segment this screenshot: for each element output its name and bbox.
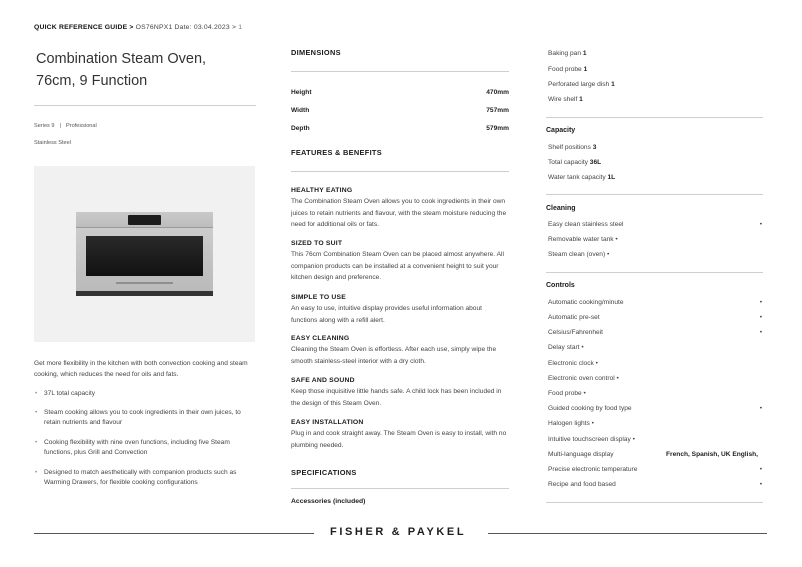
spec-row: Electronic oven control •	[548, 375, 619, 382]
dimension-value: 470mm	[486, 89, 509, 96]
oven-illustration	[76, 212, 213, 296]
spec-value: 1	[611, 81, 615, 88]
spec-bullet: •	[759, 314, 762, 321]
spec-label: Baking pan	[548, 50, 581, 57]
breadcrumb	[34, 24, 242, 31]
capacity-heading: Capacity	[546, 127, 576, 134]
spec-row	[548, 481, 762, 488]
feature-text: The Combination Steam Oven allows you to cook ingredients in their own juices to retain nutrients and flavour, with the steam moisture reducing the need for additional oils or fats.	[291, 198, 507, 229]
feature-block	[291, 419, 509, 451]
feature-text: An easy to use, intuitive display provides useful information about functions along with a refill alert.	[291, 305, 482, 324]
spec-label: Easy clean stainless steel	[548, 221, 624, 228]
spec-value: French, Spanish, UK English,	[666, 451, 758, 458]
spec-label: Guided cooking by food type	[548, 405, 632, 412]
breadcrumb-page: 1	[238, 24, 243, 31]
dimension-row	[291, 107, 509, 114]
spec-row	[548, 66, 762, 73]
spec-bullet: •	[759, 405, 762, 412]
feature-text: This 76cm Combination Steam Oven can be placed almost anywhere. All companion products can be installed at a convenient height to suit your kitchen design and preference.	[291, 251, 504, 282]
product-image	[34, 166, 255, 342]
spec-value: 1	[583, 66, 588, 73]
spec-row	[548, 174, 762, 181]
spec-row	[548, 314, 762, 321]
controls-heading: Controls	[546, 282, 575, 289]
feature-text: Plug in and cook straight away. The Steam Oven is easy to install, with no plumbing needed.	[291, 430, 507, 449]
product-title-line2: 76cm, 9 Function	[36, 73, 148, 89]
spec-row: Delay start •	[548, 344, 584, 351]
spec-row	[548, 81, 762, 88]
spec-label: Water tank capacity	[548, 174, 606, 181]
product-intro: Get more flexibility in the kitchen with both convection cooking and steam cooking, which reduces the need for oils and fats.	[34, 360, 248, 378]
benefit-item: • 37L total capacity	[34, 389, 256, 399]
benefit-item: • Designed to match aesthetically with companion products such as Warming Drawers, for flexible cooking configurations	[34, 468, 256, 488]
divider	[291, 171, 509, 172]
spec-bullet: •	[759, 221, 762, 228]
spec-label: Precise electronic temperature	[548, 466, 638, 473]
spec-label: Shelf positions	[548, 144, 591, 151]
spec-row: Steam clean (oven) •	[548, 251, 610, 258]
dimension-row	[291, 125, 509, 132]
dimension-label: Height	[291, 89, 312, 96]
spec-bullet: •	[759, 329, 762, 336]
dimension-value: 757mm	[486, 107, 509, 114]
divider	[34, 105, 256, 106]
feature-block	[291, 294, 509, 326]
spec-row	[548, 329, 762, 336]
spec-row	[548, 159, 762, 166]
spec-value: 36L	[589, 159, 602, 166]
spec-label: Celsius/Fahrenheit	[548, 329, 603, 336]
product-category: Professional	[65, 123, 97, 129]
breadcrumb-model-date: OS76NPX1 Date: 03.04.2023 >	[133, 24, 239, 31]
divider	[291, 488, 509, 489]
spec-bullet: •	[759, 299, 762, 306]
product-title-line1: Combination Steam Oven,	[36, 51, 207, 67]
footer	[34, 526, 767, 542]
feature-text: Keep those inquisitive little hands safe. A child lock has been included in the design of this Steam Oven.	[291, 388, 502, 407]
divider	[546, 194, 763, 195]
divider	[546, 117, 763, 118]
spec-row: Electronic clock •	[548, 360, 598, 367]
spec-row	[548, 221, 762, 228]
benefit-item: • Cooking flexibility with nine oven functions, including five Steam functions, plus Grill and Convection	[34, 438, 256, 458]
feature-text: Cleaning the Steam Oven is effortless. After each use, simply wipe the smooth stainless-steel interior with a dry cloth.	[291, 346, 497, 365]
spec-label: Automatic cooking/minute	[548, 299, 624, 306]
spec-row	[548, 451, 762, 458]
feature-block	[291, 377, 509, 409]
specifications-heading: SPECIFICATIONS	[291, 468, 357, 477]
feature-title: SIMPLE TO USE	[291, 294, 346, 301]
feature-block	[291, 240, 509, 284]
spec-value: 1	[582, 50, 587, 57]
spec-value: 1L	[607, 174, 616, 181]
divider	[291, 71, 509, 72]
breadcrumb-guide: QUICK REFERENCE GUIDE >	[34, 24, 134, 31]
spec-label: Wire shelf	[548, 96, 578, 103]
dimensions-heading: DIMENSIONS	[291, 48, 341, 57]
spec-row: Food probe •	[548, 390, 586, 397]
product-finish: Stainless Steel	[34, 140, 72, 146]
spec-row	[548, 144, 762, 151]
spec-row	[548, 96, 762, 103]
product-series: Series 9	[34, 123, 55, 129]
spec-label: Food probe	[548, 66, 582, 73]
spec-label: Recipe and food based	[548, 481, 616, 488]
dimension-row	[291, 89, 509, 96]
spec-bullet: •	[759, 481, 762, 488]
accessories-heading: Accessories (included)	[291, 498, 366, 505]
product-series-line: Series 9 | Professional	[34, 123, 97, 129]
feature-block	[291, 187, 509, 231]
feature-title: EASY INSTALLATION	[291, 419, 364, 426]
product-title	[34, 48, 256, 92]
spec-value: 1	[579, 96, 583, 103]
divider	[546, 272, 763, 273]
dimension-value: 579mm	[486, 125, 509, 132]
spec-label: Total capacity	[548, 159, 588, 166]
benefit-list	[34, 389, 256, 488]
spec-value: 3	[592, 144, 597, 151]
footer-rule-left	[34, 533, 314, 534]
dimension-label: Depth	[291, 125, 310, 132]
spec-label: Multi-language display	[548, 451, 614, 458]
features-heading: FEATURES & BENEFITS	[291, 148, 382, 157]
spec-label: Automatic pre-set	[548, 314, 600, 321]
feature-title: SAFE AND SOUND	[291, 377, 355, 384]
product-column	[34, 48, 256, 146]
spec-row: Halogen lights •	[548, 420, 594, 427]
feature-title: EASY CLEANING	[291, 335, 350, 342]
spec-row: Intuitive touchscreen display •	[548, 436, 635, 443]
spec-row	[548, 50, 762, 57]
footer-rule-right	[488, 533, 767, 534]
feature-block	[291, 335, 509, 367]
spec-row	[548, 405, 762, 412]
spec-row	[548, 299, 762, 306]
spec-row: Removable water tank •	[548, 236, 618, 243]
brand-logo: FISHER & PAYKEL	[330, 526, 467, 538]
feature-title: HEALTHY EATING	[291, 187, 353, 194]
cleaning-heading: Cleaning	[546, 205, 576, 212]
benefit-item: • Steam cooking allows you to cook ingredients in their own juices, to retain nutrients and flavour	[34, 408, 256, 428]
divider	[546, 502, 763, 503]
spec-row	[548, 466, 762, 473]
dimension-label: Width	[291, 107, 310, 114]
feature-title: SIZED TO SUIT	[291, 240, 343, 247]
spec-label: Perforated large dish	[548, 81, 610, 88]
spec-bullet: •	[759, 466, 762, 473]
